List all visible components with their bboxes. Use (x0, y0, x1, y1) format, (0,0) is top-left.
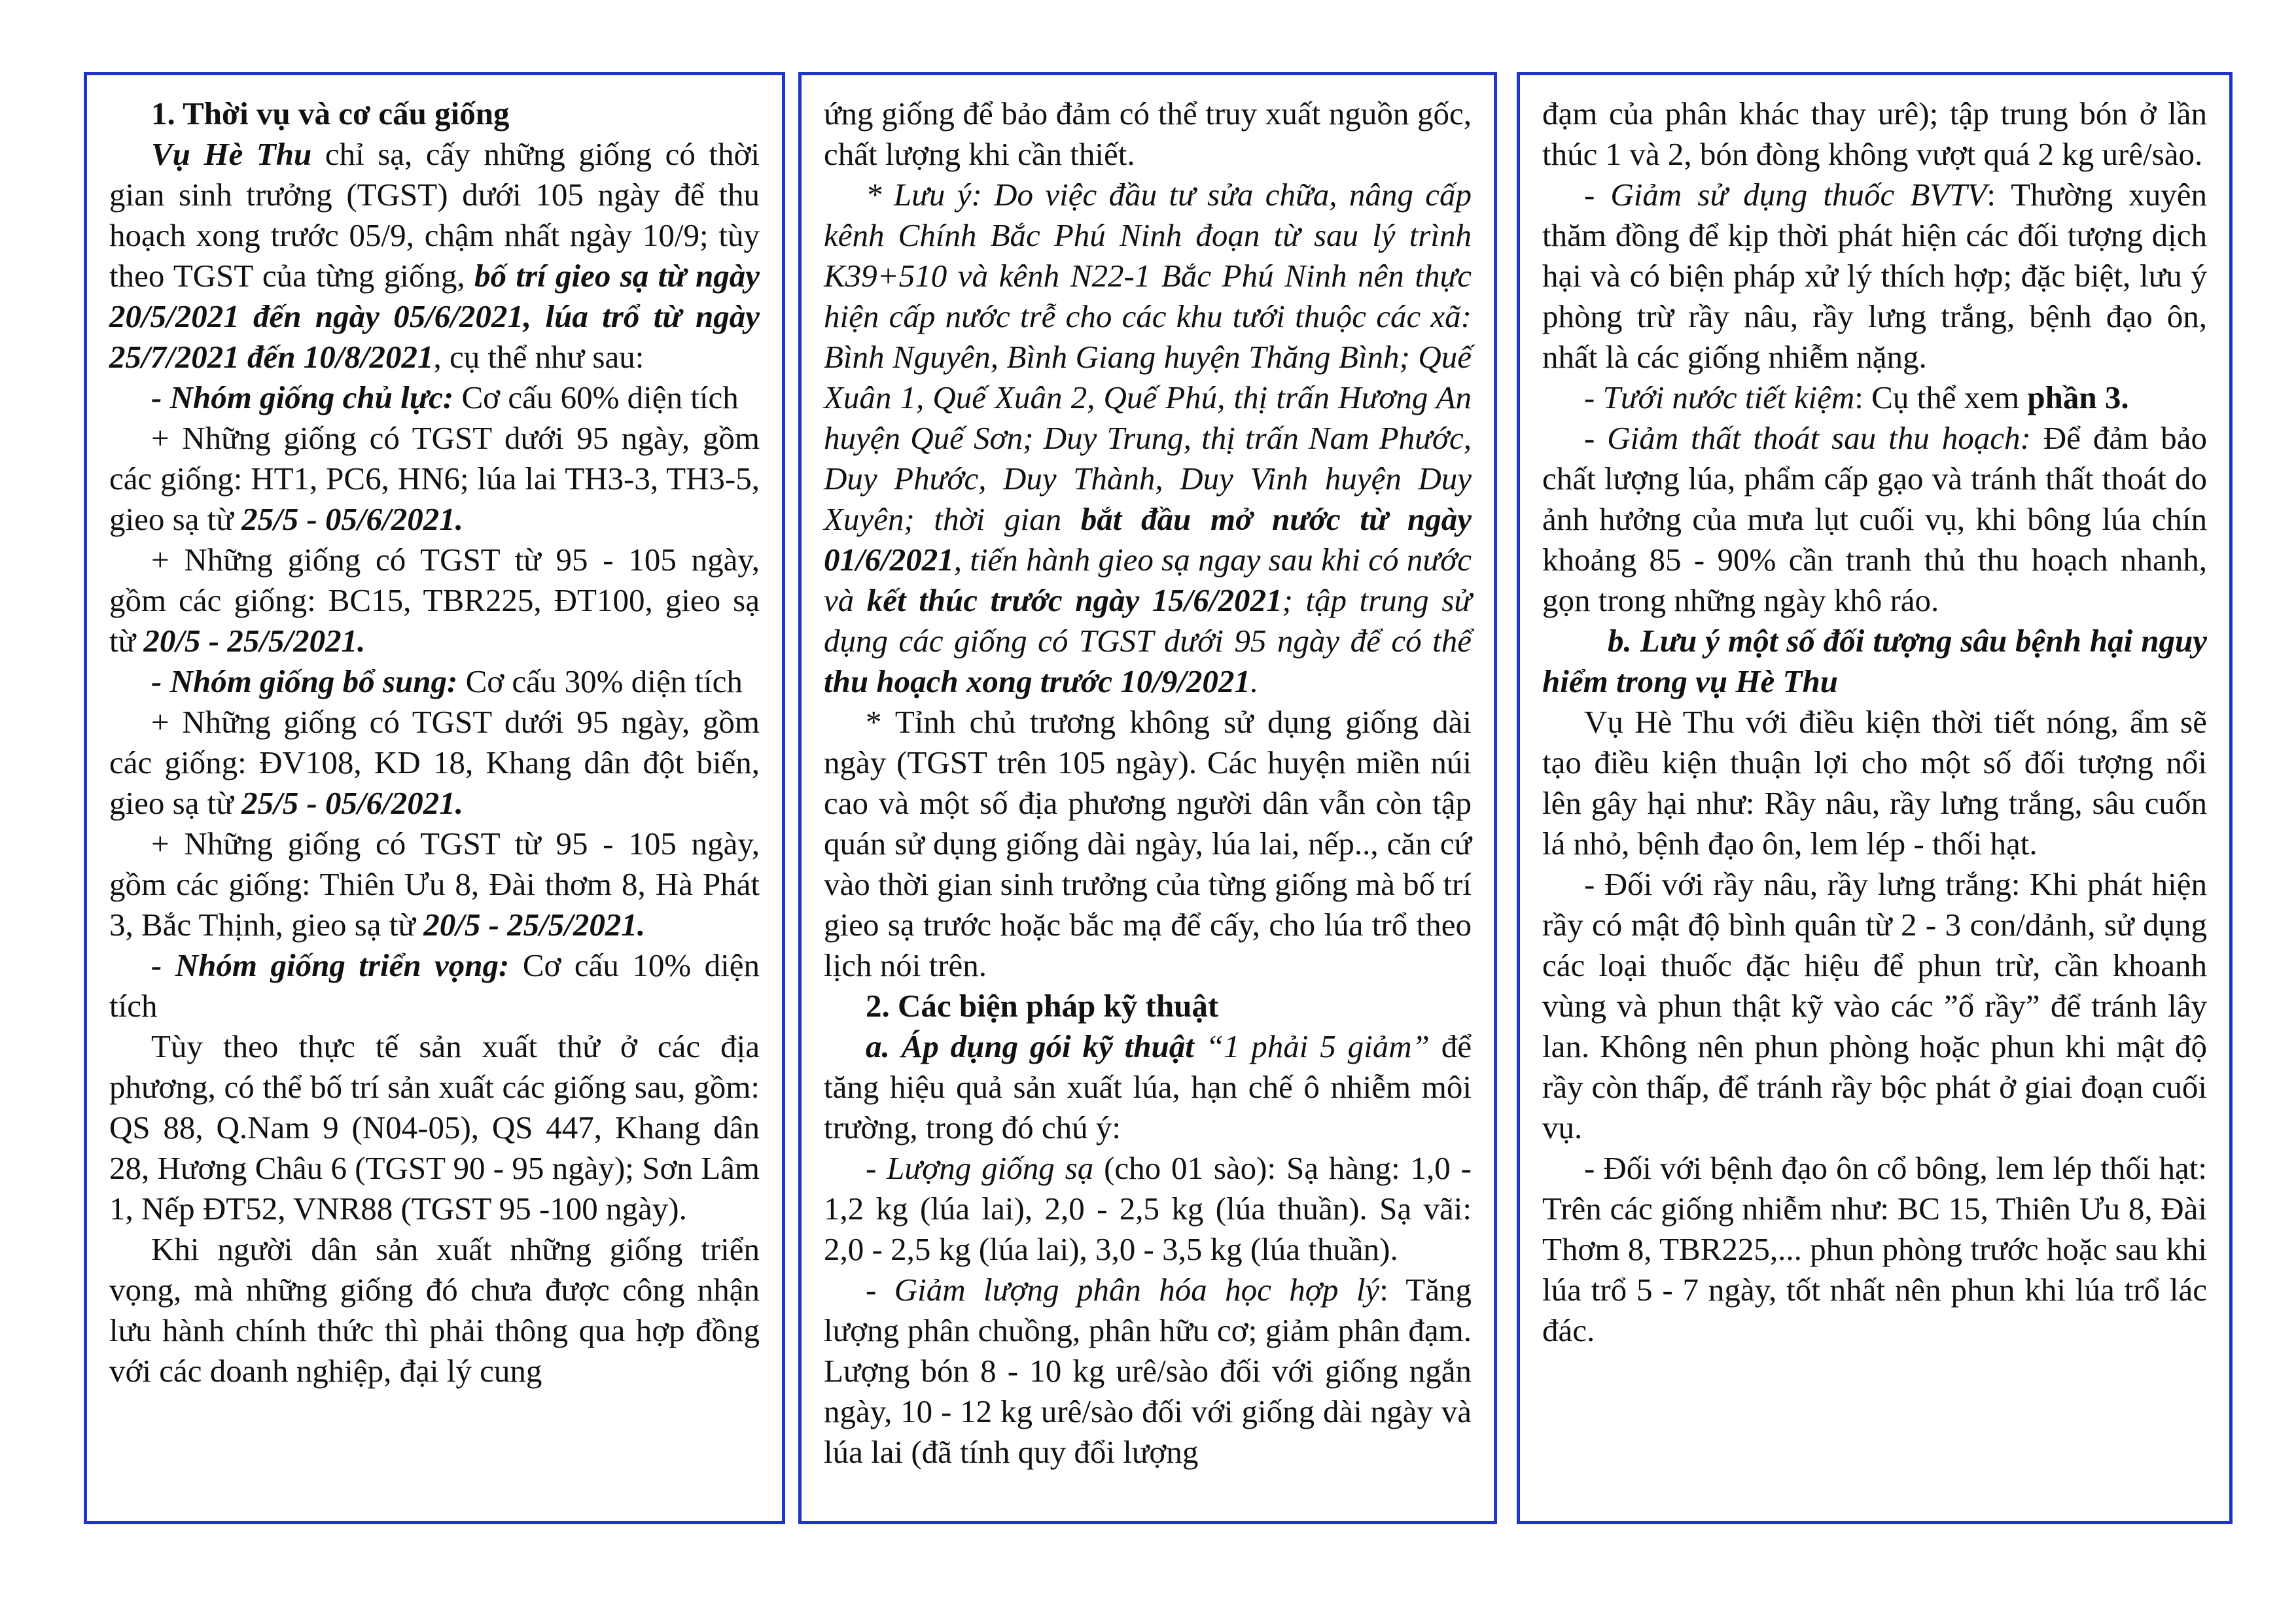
note-paragraph: * Lưu ý: Do việc đầu tư sửa chữa, nâng cấp kênh Chính Bắc Phú Ninh đoạn từ sau lý trình K39+510 và kênh N22-1 Bắc Phú Ninh nên thực hiện cấp nước trễ cho các khu tưới thuộc các xã: Bình Nguyên, Bình Giang huyện Thăng Bình; Quế Xuân 1, Quế Xuân 2, Quế Phú, thị trấn Hương An huyện Quế Sơn; Duy Trung, thị trấn Nam Phước, Duy Phước, Duy Thành, Duy Vinh huyện Duy Xuyên; thời gian bắt đầu mở nước từ ngày 01/6/2021, tiến hành gieo sạ ngay sau khi có nước và kết thúc trước ngày 15/6/2021; tập trung sử dụng các giống có TGST dưới 95 ngày để có thể thu hoạch xong trước 10/9/2021. (824, 177, 1472, 699)
column-2-panel (798, 72, 1497, 1524)
subsection-a: a. Áp dụng gói kỹ thuật “1 phải 5 giảm” để tăng hiệu quả sản xuất lúa, hạn chế ô nhiễm môi trường, trong đó chú ý: (824, 1028, 1472, 1145)
intro-paragraph: Vụ Hè Thu chỉ sạ, cấy những giống có thời gian sinh trưởng (TGST) dưới 105 ngày để thu hoạch xong trước 05/9, chậm nhất ngày 10/9; tùy theo TGST của từng giống, bố trí gieo sạ từ ngày 20/5/2021 đến ngày 05/6/2021, lúa trổ từ ngày 25/7/2021 đến 10/8/2021, cụ thể như sau: (109, 136, 760, 375)
prospect-group-line: - Nhóm giống triển vọng: Cơ cấu 10% diện tích (109, 947, 760, 1024)
blast-paragraph: - Đối với bệnh đạo ôn cổ bông, lem lép thối hạt: Trên các giống nhiễm như: BC 15, Thiên Ưu 8, Đài Thơm 8, TBR225,... phun phòng trước hoặc sau khi lúa trổ 5 - 7 ngày, tốt nhất nên phun khi lúa trổ lác đác. (1542, 1150, 2207, 1348)
post-harvest-paragraph: - Giảm thất thoát sau thu hoạch: Để đảm bảo chất lượng lúa, phẩm cấp gạo và tránh thất thoát do ảnh hưởng của mưa lụt cuối vụ, khi bông lúa chín khoảng 85 - 90% cần tranh thủ thu hoạch nhanh, gọn trong những ngày khô ráo. (1542, 420, 2207, 618)
column-3-panel (1517, 72, 2233, 1524)
water-paragraph: - Tưới nước tiết kiệm: Cụ thể xem phần 3. (1584, 379, 2129, 415)
section-1-heading: 1. Thời vụ và cơ cấu giống (151, 96, 510, 131)
subsection-b: b. Lưu ý một số đối tượng sâu bệnh hại nguy hiểm trong vụ Hè Thu (1542, 623, 2207, 699)
continuation-text: ứng giống để bảo đảm có thể truy xuất nguồn gốc, chất lượng khi cần thiết. (824, 96, 1472, 172)
supp-group-item-2: + Những giống có TGST từ 95 - 105 ngày, gồm các giống: Thiên Ưu 8, Đài thơm 8, Hà Phát 3, Bắc Thịnh, gieo sạ từ 20/5 - 25/5/2021. (109, 826, 760, 943)
pesticide-paragraph: - Giảm sử dụng thuốc BVTV: Thường xuyên thăm đồng để kịp thời phát hiện các đối tượng dịch hại và có biện pháp xử lý thích hợp; đặc biệt, lưu ý phòng trừ rầy nâu, rầy lưng trắng, bệnh đạo ôn, nhất là các giống nhiễm nặng. (1542, 177, 2208, 375)
policy-paragraph: * Tỉnh chủ trương không sử dụng giống dài ngày (TGST trên 105 ngày). Các huyện miền núi cao và một số địa phương người dân vẫn còn tập quán sử dụng giống dài ngày, lúa lai, nếp.., căn cứ vào thời gian sinh trưởng của từng giống mà bố trí gieo sạ trước hoặc bắc mạ để cấy, cho lúa trổ theo lịch nói trên. (824, 704, 1472, 983)
column-1-panel (84, 72, 785, 1524)
pest-intro-paragraph: Vụ Hè Thu với điều kiện thời tiết nóng, ẩm sẽ tạo điều kiện thuận lợi cho một số đối tượng nổi lên gây hại như: Rầy nâu, rầy lưng trắng, sâu cuốn lá nhỏ, bệnh đạo ôn, lem lép - thối hạt. (1542, 704, 2207, 862)
closing-paragraph: Khi người dân sản xuất những giống triển vọng, mà những giống đó chưa được công nhận lưu hành chính thức thì phải thông qua hợp đồng với các doanh nghiệp, đại lý cung (109, 1231, 760, 1389)
prospect-paragraph: Tùy theo thực tế sản xuất thử ở các địa phương, có thể bố trí sản xuất các giống sau, gồm: QS 88, Q.Nam 9 (N04-05), QS 447, Khang dân 28, Hương Châu 6 (TGST 90 - 95 ngày); Sơn Lâm 1, Nếp ĐT52, VNR88 (TGST 95 -100 ngày). (109, 1028, 760, 1227)
section-2-heading: 2. Các biện pháp kỹ thuật (866, 988, 1219, 1024)
seed-amount-paragraph: - Lượng giống sạ (cho 01 sào): Sạ hàng: 1,0 - 1,2 kg (lúa lai), 2,0 - 2,5 kg (lúa thuần). Sạ vãi: 2,0 - 2,5 kg (lúa lai), 3,0 - 3,5 kg (lúa thuần). (824, 1150, 1472, 1267)
main-group-item-2: + Những giống có TGST từ 95 - 105 ngày, gồm các giống: BC15, TBR225, ĐT100, gieo sạ từ 20/5 - 25/5/2021. (109, 542, 760, 659)
fertilizer-paragraph: - Giảm lượng phân hóa học hợp lý: Tăng lượng phân chuồng, phân hữu cơ; giảm phân đạm. Lượng bón 8 - 10 kg urê/sào đối với giống ngắn ngày, 10 - 12 kg urê/sào đối với giống dài ngày và lúa lai (đã tính quy đổi lượng (824, 1272, 1472, 1470)
supp-group-item-1: + Những giống có TGST dưới 95 ngày, gồm các giống: ĐV108, KD 18, Khang dân đột biến, gieo sạ từ 25/5 - 05/6/2021. (109, 704, 760, 821)
main-group-item-1: + Những giống có TGST dưới 95 ngày, gồm các giống: HT1, PC6, HN6; lúa lai TH3-3, TH3-5, gieo sạ từ 25/5 - 05/6/2021. (109, 420, 760, 537)
main-group-line: - Nhóm giống chủ lực: Cơ cấu 60% diện tích (151, 379, 739, 415)
planthopper-paragraph: - Đối với rầy nâu, rầy lưng trắng: Khi phát hiện rầy có mật độ bình quân từ 2 - 3 con/dảnh, sử dụng các loại thuốc đặc hiệu để phun trừ, cần khoanh vùng và phun thật kỹ vào các ”ổ rầy” để tránh lây lan. Không nên phun phòng hoặc phun khi mật độ rầy còn thấp, để tránh rầy bộc phát ở giai đoạn cuối vụ. (1542, 866, 2207, 1145)
supp-group-line: - Nhóm giống bổ sung: Cơ cấu 30% diện tích (151, 663, 743, 699)
continuation-text: đạm của phân khác thay urê); tập trung bón ở lần thúc 1 và 2, bón đòng không vượt quá 2 kg urê/sào. (1542, 96, 2207, 172)
